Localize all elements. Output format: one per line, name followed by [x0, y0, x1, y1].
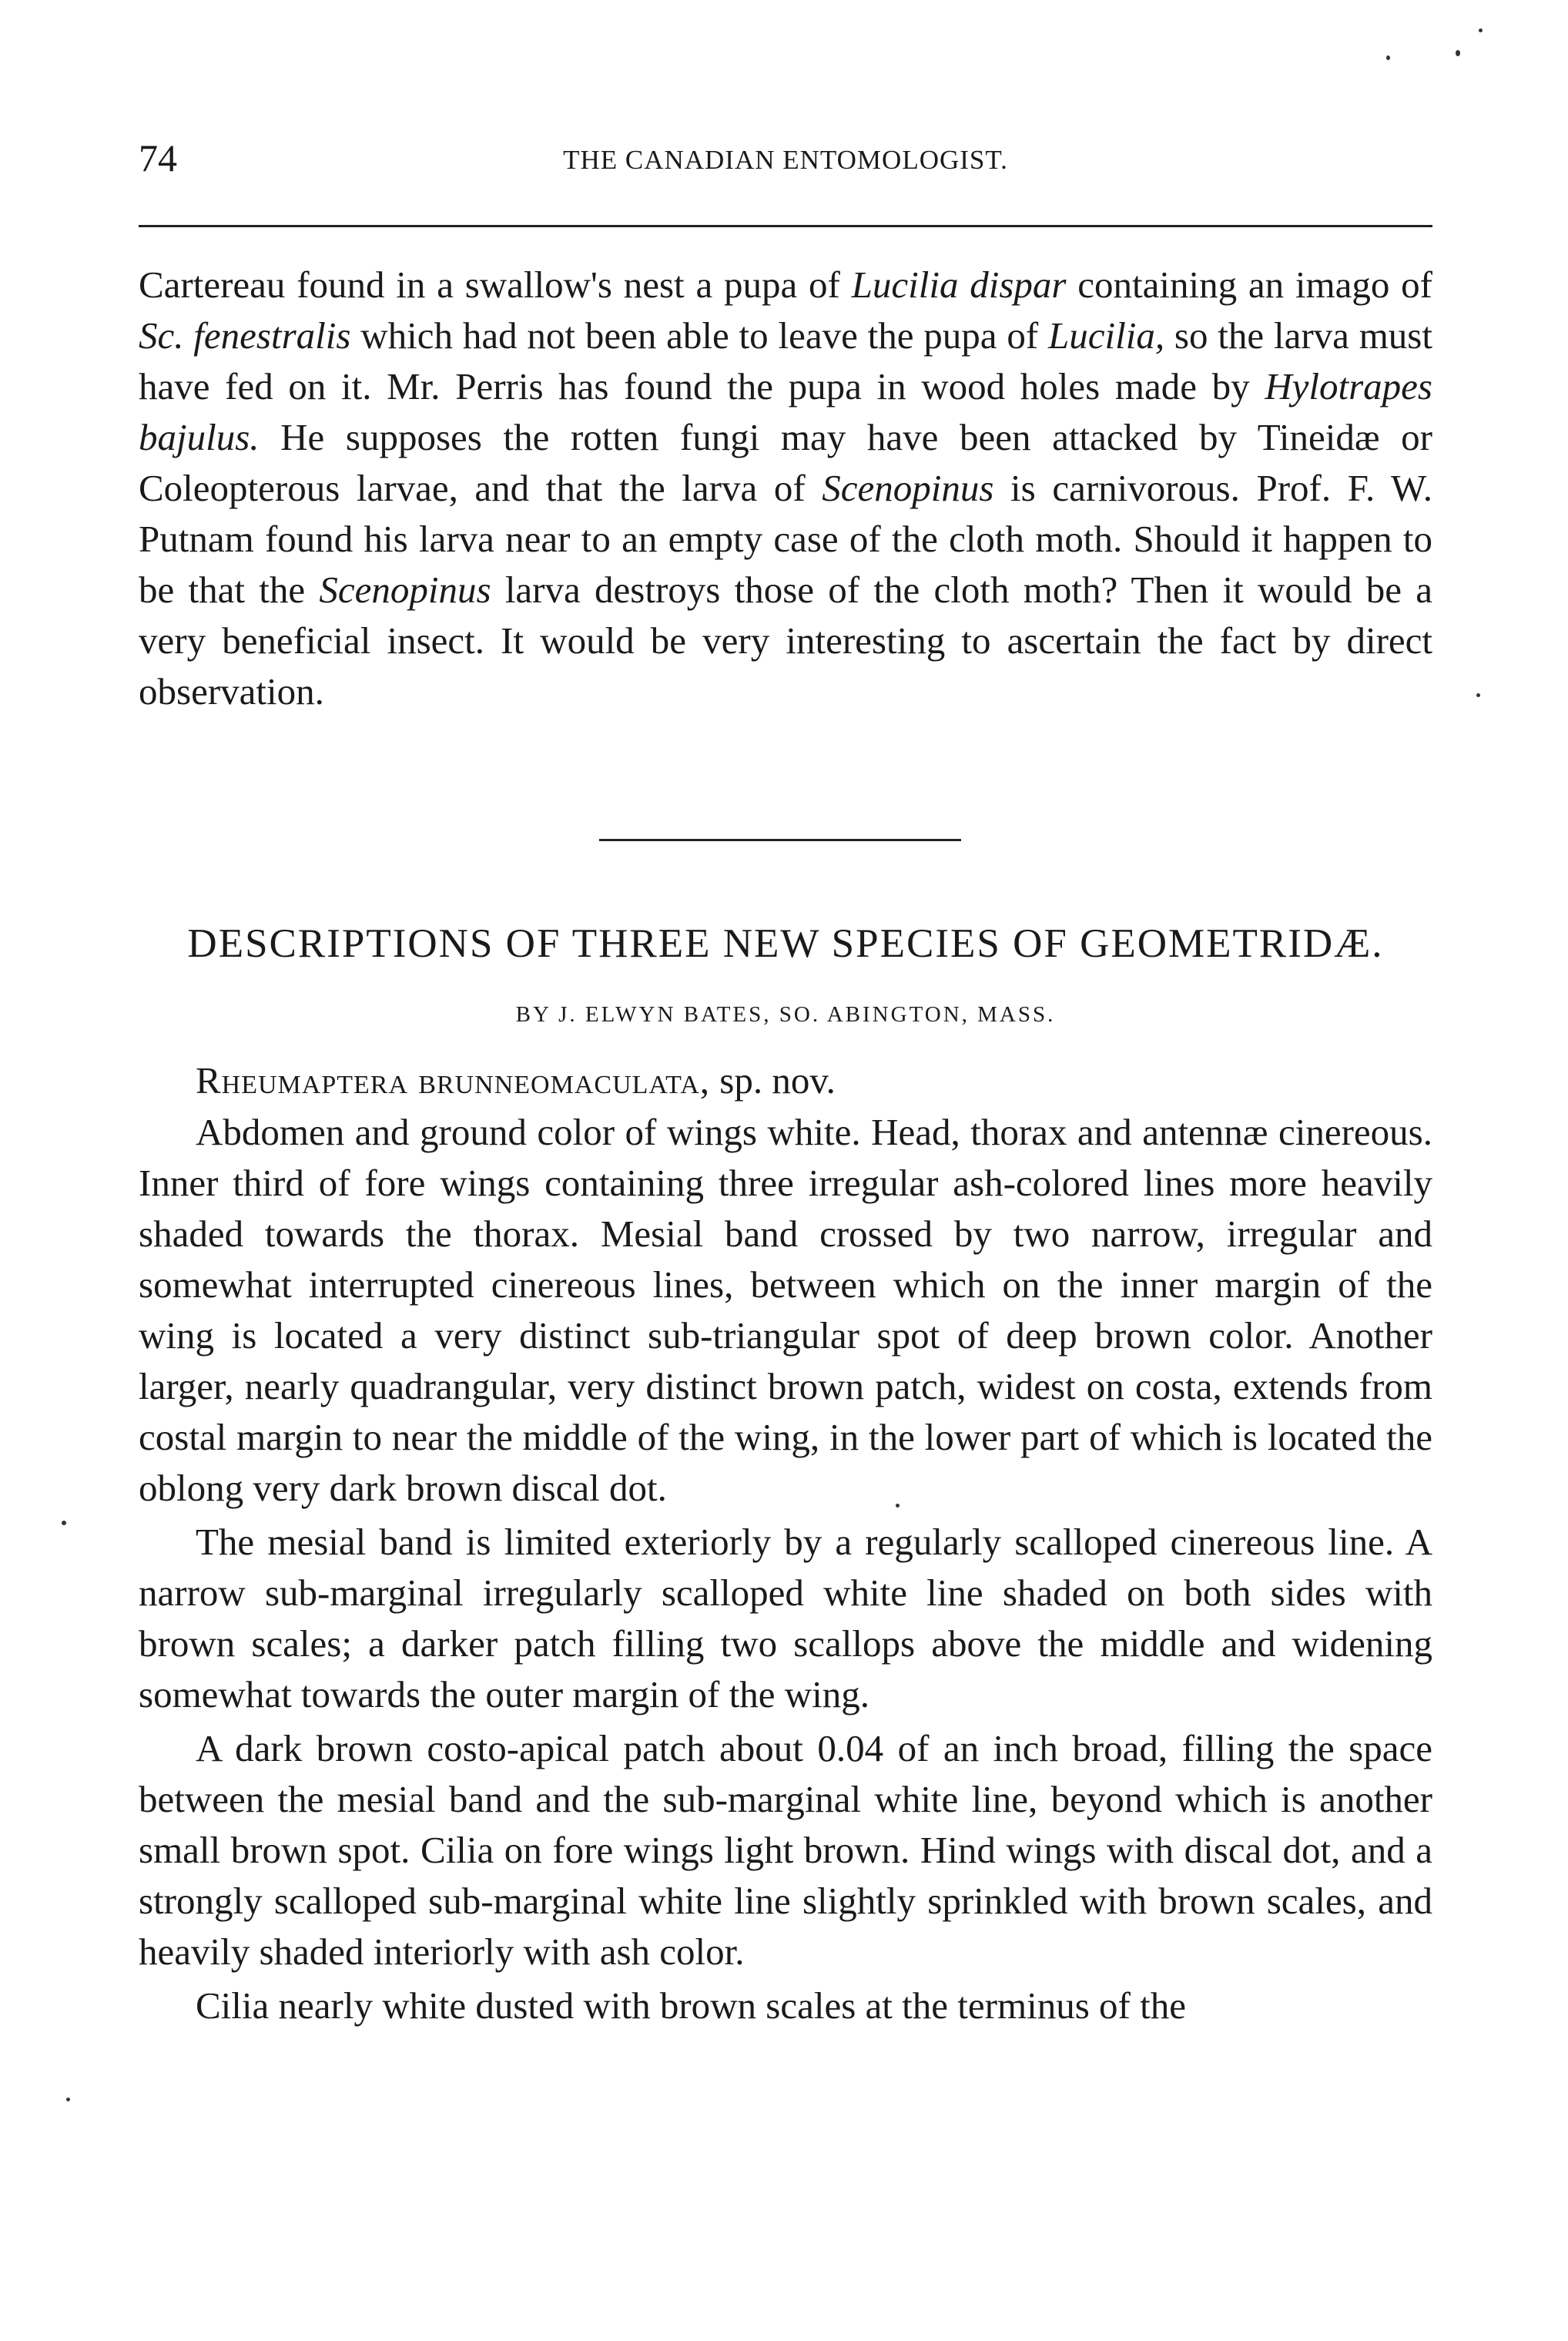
taxon-name: Sc. fenestralis — [139, 314, 351, 357]
taxon-name: Lucilia, — [1048, 314, 1165, 357]
body-paragraph: Cilia nearly white dusted with brown scales at the terminus of the — [196, 1984, 1186, 2027]
body-paragraph: The mesial band is limited exteriorly by a regularly scalloped cinereous line. A narrow sub-marginal irregularly scalloped white line shaded on both sides with brown scales; a darker patch filling two scallops above the middle and widening somewhat towards the outer margin of the wing. — [139, 1521, 1432, 1716]
scan-speck — [66, 2098, 70, 2101]
scan-speck — [1479, 29, 1483, 32]
taxon-name: Hylotrapes bajulus. — [139, 365, 1432, 458]
text-run: larva destroys those of the cloth moth? Then it would be a very beneficial insect. It would be very interesting to ascertain the fact by direct observation. — [139, 568, 1433, 713]
taxon-name: Scenopinus — [822, 467, 994, 509]
species-suffix: sp. nov. — [710, 1059, 836, 1102]
article-body — [139, 1107, 1432, 2031]
body-paragraph: A dark brown costo-apical patch about 0.04 of an inch broad, filling the space between the mesial band and the sub-marginal white line, beyond which is another small brown spot. Cilia on fore wings light brown. Hind wings with discal dot, and a strongly scalloped sub-marginal white line slightly sprinkled with brown scales, and heavily shaded interiorly with ash color. — [139, 1727, 1432, 1973]
species-name: Rheumaptera brunneomaculata, — [196, 1059, 711, 1102]
scan-speck — [1456, 50, 1460, 56]
text-run: Cartereau found in a swallow's nest a pupa of — [139, 263, 852, 306]
header-rule — [139, 225, 1432, 227]
text-run: is carnivorous. Prof. F. W. Putnam found his larva near to an empty case of the cloth moth. Should it happen to be that the — [139, 467, 1433, 611]
article-title: DESCRIPTIONS OF THREE NEW SPECIES OF GEOMETRIDÆ. — [187, 921, 1384, 966]
text-run: containing an imago of — [1066, 263, 1432, 306]
species-heading — [196, 1055, 1428, 1106]
intro-paragraph — [139, 260, 1432, 717]
page-number: 74 — [139, 136, 177, 179]
text-run: He supposes the rotten fungi may have been attacked by Tineidæ or Coleopterous larvae, and that the larva of — [139, 416, 1432, 509]
body-paragraph: Abdomen and ground color of wings white. Head, thorax and antennæ cinereous. Inner third of fore wings containing three irregular ash-colored lines more heavily shaded towards the thorax. Mesial band crossed by two narrow, irregular and somewhat interrupted cinereous lines, between which on the inner margin of the wing is located a very distinct sub-triangular spot of deep brown color. Another larger, nearly quadrangular, very distinct brown patch, widest on costa, extends from costal margin to near the middle of the wing, in the lower part of which is located the oblong very dark brown discal dot. — [139, 1111, 1432, 1509]
scan-speck — [1476, 693, 1480, 697]
journal-title: THE CANADIAN ENTOMOLOGIST. — [563, 145, 1008, 175]
text-run: so the larva must have fed on it. Mr. Perris has found the pupa in wood holes made by — [139, 314, 1432, 407]
article-byline: BY J. ELWYN BATES, SO. ABINGTON, MASS. — [515, 1002, 1056, 1027]
scan-speck — [896, 1504, 900, 1508]
taxon-name: Scenopinus — [319, 568, 491, 611]
section-divider — [599, 839, 961, 841]
scan-speck — [1386, 55, 1390, 60]
taxon-name: Lucilia dispar — [851, 263, 1067, 306]
intro-text — [139, 260, 1432, 717]
running-head — [139, 131, 1432, 185]
text-run: which had not been able to leave the pupa of — [350, 314, 1048, 357]
scan-speck — [62, 1521, 66, 1525]
